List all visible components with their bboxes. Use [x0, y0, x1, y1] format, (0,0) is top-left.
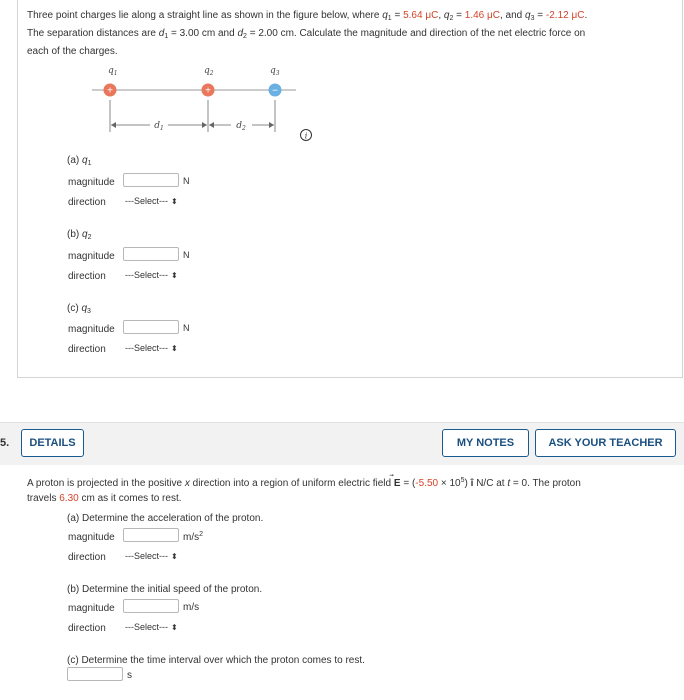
equals: =: [534, 10, 546, 21]
unit-vector-i: î: [470, 478, 474, 489]
chevron-updown-icon: ⬍: [171, 197, 178, 206]
direction-label: direction: [68, 623, 106, 634]
ask-your-teacher-button[interactable]: ASK YOUR TEACHER: [535, 429, 676, 457]
period: .: [584, 10, 588, 21]
select-value: ---Select---: [125, 343, 168, 353]
speed-direction-select[interactable]: [125, 622, 178, 632]
text-segment: The separation distances are: [27, 28, 159, 39]
direction-label: direction: [68, 197, 106, 208]
unit-label: N: [183, 250, 190, 260]
magnitude-input-b[interactable]: [123, 247, 179, 261]
d2-symbol: d: [237, 28, 244, 39]
separator: ,: [438, 10, 444, 21]
select-value: ---Select---: [125, 270, 168, 280]
distance-value: 6.30: [59, 493, 79, 504]
part-a-label: (a) $q_1$: [67, 155, 92, 167]
subscript: 2: [449, 15, 454, 22]
info-icon-glyph: i: [304, 131, 308, 141]
problem-text-line-3: [27, 43, 118, 61]
acceleration-magnitude-input[interactable]: [123, 528, 179, 542]
chevron-updown-icon: ⬍: [171, 271, 178, 280]
my-notes-button[interactable]: MY NOTES: [442, 429, 529, 457]
subscript: 1: [164, 33, 169, 40]
q2-value: 1.46 μC: [464, 10, 500, 21]
text-segment: . Calculate the magnitude and direction of the net electric force on: [293, 28, 586, 39]
text-segment: direction into a region of uniform electric field: [189, 478, 394, 489]
field-vector-symbol: E: [393, 478, 401, 489]
x-variable: x: [184, 478, 190, 489]
figure-label-q1: $q_1$: [108, 66, 118, 77]
equals: =: [168, 28, 180, 39]
paren: ): [464, 478, 471, 489]
q1-symbol: q: [382, 10, 388, 21]
equals: =: [453, 10, 465, 21]
d1-value: 3.00 cm: [179, 28, 216, 39]
text-segment: N/C at: [473, 478, 508, 489]
unit-label: m/s: [183, 602, 200, 613]
charges-figure: [90, 62, 330, 144]
figure-label-q3: $q_3$: [270, 66, 280, 77]
chevron-updown-icon: ⬍: [171, 552, 178, 561]
q2-text-line-2: [27, 490, 182, 508]
subscript: 3: [530, 15, 535, 22]
direction-select-b[interactable]: [125, 270, 178, 280]
text-segment: A proton is projected in the positive: [27, 478, 185, 489]
unit-label: s: [127, 670, 132, 681]
direction-label: direction: [68, 271, 106, 282]
equals: =: [391, 10, 404, 21]
magnitude-input-c[interactable]: [123, 320, 179, 334]
magnitude-label: magnitude: [68, 177, 115, 188]
direction-select-a[interactable]: [125, 196, 178, 206]
t-variable: t: [507, 478, 511, 489]
equals: =: [246, 28, 259, 39]
q2-symbol: q: [443, 10, 450, 21]
acceleration-direction-select[interactable]: [125, 551, 178, 561]
q3-symbol: q: [525, 10, 531, 21]
text-segment: each of the charges.: [27, 46, 118, 57]
direction-label: direction: [68, 344, 106, 355]
subscript: 1: [387, 15, 392, 22]
text-segment: Three point charges lie along a straight line as shown in the figure below, where: [27, 10, 383, 21]
plus-sign: +: [107, 85, 113, 97]
text-segment: travels: [27, 493, 60, 504]
magnitude-input-a[interactable]: [123, 173, 179, 187]
unit-label: $m/s^2$: [183, 531, 204, 543]
unit-label: N: [183, 176, 190, 186]
q2-part-b-label: (b) Determine the initial speed of the proton.: [67, 584, 263, 595]
times-ten: × 10: [438, 478, 461, 489]
q2-part-c-label: (c) Determine the time interval over which the proton comes to rest.: [67, 655, 365, 666]
q1-value: 5.64 μC: [403, 10, 439, 21]
magnitude-label: magnitude: [68, 324, 115, 335]
select-value: ---Select---: [125, 196, 168, 206]
separator: , and: [500, 10, 526, 21]
equals: =: [400, 478, 412, 489]
speed-magnitude-input[interactable]: [123, 599, 179, 613]
figure-label-d1: $d_1$: [154, 121, 164, 132]
text-segment: = 0. The proton: [510, 478, 581, 489]
text-segment: cm as it comes to rest.: [78, 493, 182, 504]
q3-value: -2.12 μC: [545, 10, 585, 21]
part-c-label: (c) $q_3$: [67, 303, 91, 315]
subscript: 2: [243, 33, 247, 40]
minus-sign: −: [272, 85, 278, 97]
magnitude-label: magnitude: [68, 251, 115, 262]
details-button[interactable]: DETAILS: [21, 429, 84, 457]
separator: and: [215, 28, 238, 39]
chevron-updown-icon: ⬍: [171, 344, 178, 353]
paren: (: [411, 478, 416, 489]
q2-part-a-label: (a) Determine the acceleration of the proton.: [67, 513, 264, 524]
field-value: -5.50: [415, 478, 439, 489]
d1-symbol: d: [158, 28, 165, 39]
time-interval-input[interactable]: [67, 667, 123, 681]
direction-label: direction: [68, 552, 106, 563]
figure-label-d2: $d_2$: [236, 121, 246, 132]
select-value: ---Select---: [125, 622, 168, 632]
exponent: 5: [460, 477, 465, 484]
magnitude-label: magnitude: [68, 532, 115, 543]
question-number: 5.: [0, 437, 10, 449]
part-b-label: (b) $q_2$: [67, 229, 92, 241]
figure-label-q2: $q_2$: [204, 66, 214, 77]
select-value: ---Select---: [125, 551, 168, 561]
unit-label: N: [183, 323, 190, 333]
plus-sign: +: [205, 85, 211, 97]
direction-select-c[interactable]: [125, 343, 178, 353]
d2-value: 2.00 cm: [258, 28, 294, 39]
chevron-updown-icon: ⬍: [171, 623, 178, 632]
magnitude-label: magnitude: [68, 603, 115, 614]
